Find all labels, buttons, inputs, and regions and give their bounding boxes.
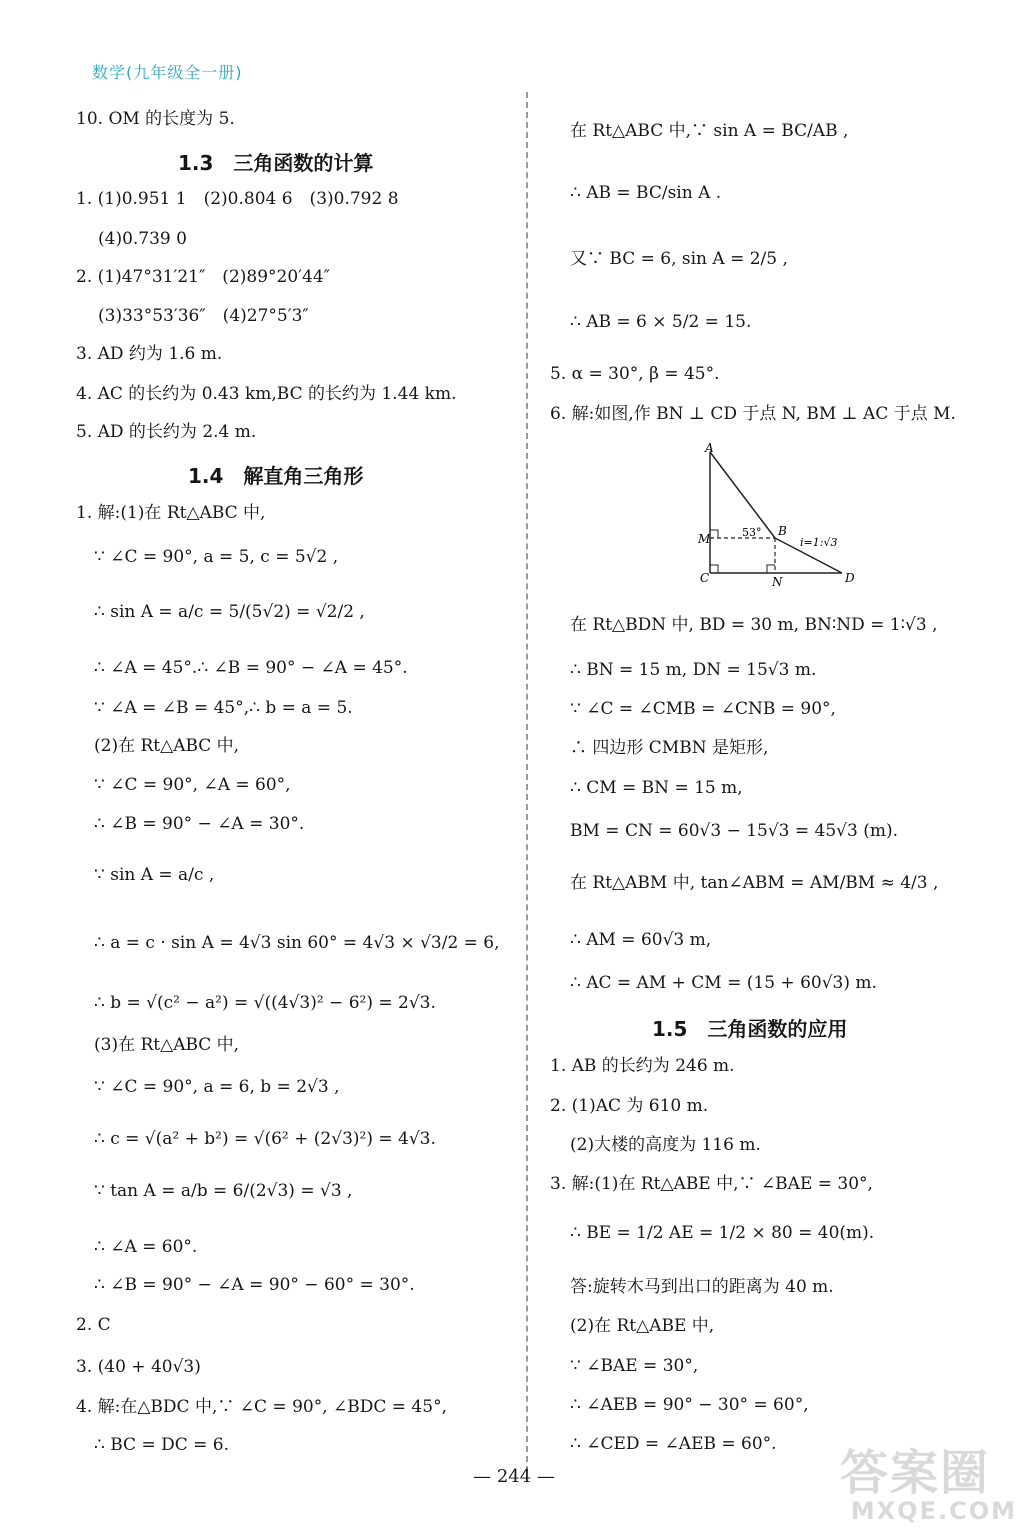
answer-line: (2)大楼的高度为 116 m.	[570, 1135, 761, 1155]
right-angle-mark-c	[710, 565, 718, 573]
answer-line: 1. 解:(1)在 Rt△ABC 中,	[76, 503, 266, 523]
section-heading: 1.5 三角函数的应用	[652, 1017, 848, 1041]
label-n: N	[772, 575, 783, 589]
answer-line: ∴ sin A = a/c = 5/(5√2) = √2/2 ,	[94, 602, 365, 622]
answer-line: 4. 解:在△BDC 中,∵ ∠C = 90°, ∠BDC = 45°,	[76, 1397, 447, 1417]
answer-line: (3)在 Rt△ABC 中,	[94, 1035, 240, 1055]
answer-line: ∴ BN = 15 m, DN = 15√3 m.	[570, 660, 817, 680]
answer-line: 1. (1)0.951 1 (2)0.804 6 (3)0.792 8	[76, 189, 399, 209]
answer-line: ∴ 四边形 CMBN 是矩形,	[570, 738, 769, 758]
answer-line: (3)33°53′36″ (4)27°5′3″	[98, 306, 309, 326]
answer-line: BM = CN = 60√3 − 15√3 = 45√3 (m).	[570, 821, 899, 841]
answer-line: 在 Rt△ABC 中,∵ sin A = BC/AB ,	[570, 121, 849, 141]
section-heading: 1.4 解直角三角形	[188, 464, 364, 488]
right-angle-mark-n	[767, 565, 775, 573]
label-m: M	[698, 532, 711, 546]
right-angle-mark-m	[710, 530, 718, 538]
answer-line: ∴ AC = AM + CM = (15 + 60√3) m.	[570, 973, 877, 993]
right-triangle-figure	[690, 440, 870, 590]
column-divider	[526, 92, 528, 1472]
answer-line: 又∵ BC = 6, sin A = 2/5 ,	[570, 249, 788, 269]
answer-line: ∴ AB = 6 × 5/2 = 15.	[570, 312, 752, 332]
answer-line: ∴ ∠B = 90° − ∠A = 90° − 60° = 30°.	[94, 1275, 415, 1295]
answer-line: ∴ ∠B = 90° − ∠A = 30°.	[94, 814, 305, 834]
answer-line: 2. C	[76, 1315, 111, 1335]
label-b: B	[778, 524, 787, 538]
answer-line: 2. (1)AC 为 610 m.	[550, 1096, 709, 1116]
answer-line: ∵ ∠C = 90°, a = 6, b = 2√3 ,	[94, 1077, 340, 1097]
answer-line: ∴ ∠AEB = 90° − 30° = 60°,	[570, 1395, 809, 1415]
answer-line: ∵ ∠A = ∠B = 45°,∴ b = a = 5.	[94, 698, 353, 718]
section-heading: 1.3 三角函数的计算	[178, 151, 374, 175]
answer-line: ∴ ∠A = 45°.∴ ∠B = 90° − ∠A = 45°.	[94, 658, 408, 678]
answer-line: ∴ AM = 60√3 m,	[570, 930, 712, 950]
answer-line: ∴ ∠A = 60°.	[94, 1237, 198, 1257]
answer-line: ∴ a = c · sin A = 4√3 sin 60° = 4√3 × √3/2 = 6,	[94, 933, 500, 953]
answer-line: 4. AC 的长约为 0.43 km,BC 的长约为 1.44 km.	[76, 384, 457, 404]
answer-line: 6. 解:如图,作 BN ⊥ CD 于点 N, BM ⊥ AC 于点 M.	[550, 404, 956, 424]
answer-line: (4)0.739 0	[98, 229, 187, 249]
answer-line: 2. (1)47°31′21″ (2)89°20′44″	[76, 267, 330, 287]
answer-line: 3. AD 约为 1.6 m.	[76, 344, 223, 364]
page-number: — 244 —	[473, 1466, 555, 1487]
answer-line: (2)在 Rt△ABE 中,	[570, 1316, 715, 1336]
watermark-text: 答案圈	[840, 1445, 991, 1501]
answer-line: ∴ ∠CED = ∠AEB = 60°.	[570, 1434, 777, 1454]
answer-line: ∴ c = √(a² + b²) = √(6² + (2√3)²) = 4√3.	[94, 1129, 436, 1149]
answer-line: ∴ BC = DC = 6.	[94, 1435, 229, 1455]
answer-line: 10. OM 的长度为 5.	[76, 109, 235, 129]
answer-line: 3. (40 + 40√3)	[76, 1357, 201, 1377]
answer-line: ∴ BE = 1/2 AE = 1/2 × 80 = 40(m).	[570, 1223, 875, 1243]
watermark-logo	[840, 1445, 1025, 1533]
angle-label: 53°	[742, 526, 762, 539]
answer-line: ∵ sin A = a/c ,	[94, 865, 215, 885]
answer-line: ∵ ∠BAE = 30°,	[570, 1356, 699, 1376]
answer-line: 在 Rt△ABM 中, tan∠ABM = AM/BM ≈ 4/3 ,	[570, 873, 939, 893]
slope-label: i=1:√3	[800, 536, 838, 549]
answer-line: 3. 解:(1)在 Rt△ABE 中,∵ ∠BAE = 30°,	[550, 1174, 873, 1194]
answer-line: ∴ CM = BN = 15 m,	[570, 778, 743, 798]
answer-line: 在 Rt△BDN 中, BD = 30 m, BN∶ND = 1∶√3 ,	[570, 615, 938, 635]
answer-line: (2)在 Rt△ABC 中,	[94, 736, 240, 756]
answer-line: ∴ AB = BC/sin A .	[570, 183, 722, 203]
answer-line: ∵ ∠C = ∠CMB = ∠CNB = 90°,	[570, 699, 836, 719]
label-c: C	[700, 571, 710, 585]
answer-line: ∵ ∠C = 90°, ∠A = 60°,	[94, 775, 291, 795]
answer-line: 5. AD 的长约为 2.4 m.	[76, 422, 257, 442]
answer-line: 1. AB 的长约为 246 m.	[550, 1056, 735, 1076]
answer-line: ∵ ∠C = 90°, a = 5, c = 5√2 ,	[94, 547, 339, 567]
watermark-url: MXQE.COM	[850, 1497, 1017, 1525]
answer-line: ∴ b = √(c² − a²) = √((4√3)² − 6²) = 2√3.	[94, 993, 436, 1013]
answer-line: 5. α = 30°, β = 45°.	[550, 364, 720, 384]
label-d: D	[845, 571, 855, 585]
answer-line: 答:旋转木马到出口的距离为 40 m.	[570, 1277, 834, 1297]
answer-line: ∵ tan A = a/b = 6/(2√3) = √3 ,	[94, 1181, 353, 1201]
label-a: A	[705, 441, 714, 455]
book-header: 数学(九年级全一册)	[92, 63, 243, 82]
